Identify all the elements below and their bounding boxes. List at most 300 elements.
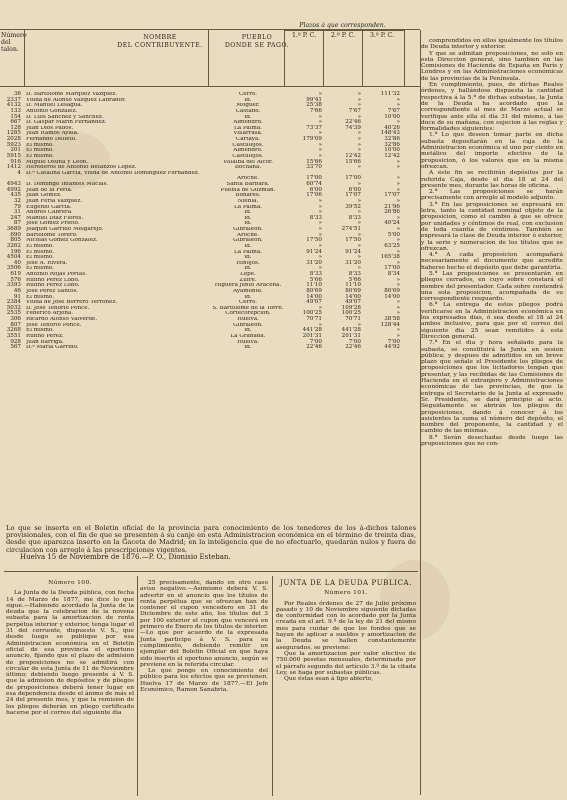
plazo-1-value: 60'74: [306, 181, 322, 187]
contributor-name: El mismo.: [26, 255, 54, 261]
contributor-name: Antonio Rojas Portas.: [26, 272, 87, 277]
column-divider: [362, 30, 363, 87]
plazo-2-value: 39'52: [345, 203, 361, 210]
row-number: 128: [10, 124, 21, 131]
town-name: id.: [244, 266, 252, 272]
plazo-3-value: »: [396, 259, 400, 266]
contributor-name: El mismo.: [26, 153, 54, 159]
plazo-3-value: 63'25: [384, 242, 400, 249]
contributor-name: Joaquín Garrido Melgarejo.: [26, 227, 104, 232]
town-name: id.: [244, 255, 252, 261]
plazo-3-value: »: [396, 181, 400, 187]
plazo-1-value: »: [318, 197, 322, 204]
row-number: 3689: [6, 226, 21, 232]
row-number: 3506: [6, 265, 21, 272]
plazo-2-value: »: [357, 254, 361, 261]
row-number: 3551: [6, 332, 21, 339]
row-number: 435: [10, 192, 21, 199]
plazo-2-value: 100'25: [341, 310, 361, 317]
plazo-1-value: 8'33: [309, 271, 322, 277]
plazo-2-value: 12'42: [345, 152, 361, 159]
plazo-3-value: »: [396, 332, 400, 339]
plazo-2-value: 80'69: [345, 287, 361, 294]
plazo-3-value: »: [396, 282, 400, 289]
plazo-3-value: »: [396, 102, 400, 109]
town-name: La Granada.: [230, 333, 266, 339]
row-number: 4992: [6, 186, 21, 193]
plazo-2-value: »: [357, 96, 361, 103]
plazo-1-value: 14'00: [306, 293, 322, 300]
contributor-name: Fernando Delieto.: [26, 137, 77, 142]
plazo-3-value: »: [396, 248, 400, 255]
contributor-name: José Perez Santos.: [26, 288, 79, 294]
plazo-1-value: »: [318, 231, 322, 238]
town-name: id.: [244, 215, 252, 221]
plazo-3-value: »: [396, 197, 400, 204]
contributor-name: D. Luis Sanchez y Sanchez.: [26, 114, 104, 120]
row-number: 567: [10, 344, 21, 351]
plazo-1-value: 5'66: [309, 276, 322, 283]
bottom-column-1: [6, 580, 134, 716]
plazo-1-value: »: [318, 304, 322, 311]
notice-signature: Huelva 15 de Noviembre de 1876.—P. O., Dionisio Esteban.: [20, 552, 231, 561]
plazo-1-value: 49'07: [306, 299, 322, 306]
plazo-2-value: »: [357, 242, 361, 249]
town-name: Aroche.: [237, 232, 259, 238]
column-divider: [24, 29, 25, 87]
plazo-1-value: 80'69: [306, 287, 322, 294]
plazo-3-value: »: [396, 158, 400, 165]
section-rule: [4, 571, 418, 572]
plazo-3-value: 165'38: [380, 254, 400, 261]
contributor-name: Antonio Gonzalez.: [26, 108, 78, 114]
table-header: [0, 22, 420, 90]
header-plazos: Plazos á que corresponden.: [299, 22, 386, 29]
plazo-1-value: »: [318, 254, 322, 261]
plazo-1-value: 22'46: [306, 344, 322, 351]
column-body: [276, 601, 416, 683]
column-divider: [208, 29, 209, 87]
plazo-2-value: 11'10: [345, 282, 361, 289]
town-name: id.: [244, 243, 252, 249]
plazo-2-value: 14'00: [345, 293, 361, 300]
town-name: Villalba del Alcor.: [223, 159, 273, 165]
town-name: Santa Bárbara.: [226, 182, 270, 187]
plazo-1-value: 201'31: [302, 332, 322, 339]
plazo-2-value: 31'20: [345, 259, 361, 266]
plazo-3-value: »: [396, 214, 400, 221]
row-number: 40: [13, 259, 21, 266]
town-name: Almendro.: [233, 148, 263, 154]
plazo-1-value: 33'70: [306, 164, 322, 171]
paragraph: Que la amortizacion por valor efectivo de 750.000 pesetas mensuales, determinada por el párrafo segundo del artículo 3.º de la citada Ley, se haga por subastas públicas.: [276, 650, 416, 676]
town-name: Villarrasa.: [233, 131, 263, 137]
town-name: id.: [244, 210, 252, 216]
plazo-1-value: 99'41: [306, 96, 322, 103]
plazo-3-value: »: [396, 164, 400, 171]
contributor-name: Andrés Cabrera.: [26, 210, 73, 216]
column-divider: [323, 30, 324, 87]
plazo-3-value: 10'00: [384, 113, 400, 120]
plazo-2-value: »: [357, 181, 361, 187]
town-name: Gibraleon.: [233, 227, 263, 232]
plazo-2-value: »: [357, 197, 361, 204]
plazo-rule: [284, 30, 404, 31]
plazo-2-value: »: [357, 265, 361, 272]
row-number: 3268: [6, 327, 21, 334]
contributor-name: D. José Tenorio Ponce.: [26, 305, 90, 311]
row-number: 2337: [6, 96, 21, 103]
row-number: 2535: [6, 310, 21, 317]
plazo-1-value: »: [318, 220, 322, 227]
table-body: [0, 92, 420, 351]
plazo-3-value: 21'96: [384, 203, 400, 210]
right-column-text: [421, 38, 563, 447]
row-number: 5032: [6, 304, 21, 311]
plazo-2-value: 5'66: [348, 276, 361, 283]
town-name: Bochana.: [234, 165, 262, 171]
column-divider: [137, 576, 138, 796]
plazo-2-value: 91'24: [345, 248, 361, 255]
plazo-3-value: 5'00: [387, 231, 400, 238]
column-subheading: Número 101.: [324, 590, 368, 597]
town-name: La Palma.: [234, 125, 262, 131]
contributor-name: Viuda de José Borrero Terroñez.: [26, 300, 118, 306]
row-number: 5923: [6, 141, 21, 148]
plazo-3-value: »: [396, 226, 400, 232]
plazo-3-value: 32'86: [384, 141, 400, 148]
paragraph: 6.ª La entrega de estos pliegos podrá verificarse en la Administracion económica en los expresados dias, ó sea desde el 18 al 24 ambos inclusive, para que por el correo del siguiente dia 25 sean remitidos á esta Direccion general.: [421, 302, 563, 340]
contributor-name: El mismo.: [26, 328, 54, 334]
plazo-3-value: 14'00: [384, 293, 400, 300]
paragraph: Que éstas sean á tipo abierto,: [284, 676, 374, 683]
town-name: S. Bartolomé de la Torre.: [212, 305, 284, 311]
row-number: 667: [10, 119, 21, 126]
plazo-1-value: 441'28: [302, 327, 322, 334]
plazo-3-value: »: [396, 186, 400, 193]
plazo-3-value: 40'26: [384, 124, 400, 131]
contributor-name: El mismo.: [26, 266, 54, 272]
plazo-3-value: 44'92: [384, 344, 400, 351]
plazo-1-value: »: [318, 130, 322, 137]
town-name: Gibraleon.: [233, 322, 263, 328]
paragraph: 8.ª Serán desechadas desde luego las proposiciones que no con-: [421, 434, 563, 447]
contributor-name: Eugenio García.: [26, 204, 72, 210]
contributor-name: Juan Ramos Ayala.: [26, 131, 79, 137]
town-name: Cerro.: [239, 300, 257, 306]
column-heading: JUNTA DE LA DEUDA PUBLICA.: [279, 579, 413, 587]
plazo-2-value: 6'00: [348, 186, 361, 193]
plazo-1-value: 100'25: [302, 310, 322, 317]
plazo-2-value: 441'28: [341, 327, 361, 334]
plazo-3-value: »: [396, 310, 400, 317]
town-name: Huelva.: [237, 339, 259, 345]
row-number: 5915: [6, 152, 21, 159]
plazo-2-value: 109'28: [341, 304, 361, 311]
town-name: Niebla.: [237, 198, 259, 204]
town-name: Aroche.: [237, 176, 259, 182]
plazo-3-value: 7'67: [387, 107, 400, 114]
row-number: 91: [13, 293, 21, 300]
plazo-3-value: 111'32: [380, 91, 400, 97]
town-name: Zufre.: [239, 277, 257, 283]
plazo-3-value: »: [396, 237, 400, 244]
header-name: NOMBRE DEL CONTRIBUYENTE.: [117, 34, 203, 49]
town-name: Lepe.: [240, 272, 256, 277]
plazo-1-value: 70'71: [306, 316, 322, 322]
paragraph: 3.ª En las proposiciones se expresará en letra, tanto la cantidad nominal objeto de la proposicion, como el cambio á que se ofrece por unidades y céntimos de real, con exclusion de toda cuantía de céntimos. También se expresará la clase de Deuda interior ó exterior, y la serie y numeracion de los títulos que se ofrezcan.: [421, 201, 563, 252]
plazo-2-value: »: [357, 209, 361, 216]
contributor-name: Rufino Perez Lobo.: [26, 283, 80, 289]
plazo-1-value: »: [318, 209, 322, 216]
contributor-name: El mismo.: [26, 249, 54, 255]
plazo-2-value: 70'71: [345, 316, 361, 322]
plazo-3-value: »: [396, 119, 400, 126]
town-name: Cartaya.: [235, 137, 261, 142]
contributor-name: El mismo.: [26, 148, 54, 154]
contributor-name: Manuel Díaz Flores.: [26, 215, 84, 221]
paragraph: A este fin se recibirán depósitos por la referida Caja, desde el dia 18 al 24 del presente mes, durante las horas de oficina.: [421, 170, 563, 189]
plazo-2-value: »: [357, 220, 361, 227]
row-number: 87: [13, 220, 21, 227]
row-number: 4132: [6, 102, 21, 109]
paragraph: comprendidos en ellos igualmente los títulos de Deuda interior y exterior.: [421, 38, 563, 51]
row-number: 805: [10, 237, 21, 244]
paragraph: Lo que pongo en conocimiento del público para los efectos que se previenen. Huelva 17 de Marzo de 1877.—El Jefe Económico, Ramon Sanabria.: [140, 668, 268, 694]
contributor-name: Juan Barriga.: [26, 339, 64, 345]
plazo-2-value: 17'50: [345, 237, 361, 244]
plazo-3-value: 32'86: [384, 136, 400, 142]
row-number: 79: [13, 203, 21, 210]
town-name: Almendro.: [233, 120, 263, 126]
plazo-1-value: »: [318, 147, 322, 154]
plazo-2-value: 8'33: [348, 214, 361, 221]
plazo-2-value: »: [357, 136, 361, 142]
plazo-2-value: 15'66: [345, 158, 361, 165]
town-name: Gibraleon.: [233, 238, 263, 244]
row-number: 196: [10, 248, 21, 255]
plazo-3-value: 38'58: [384, 316, 400, 322]
contributor-name: Juan Feria Vazquez.: [26, 198, 83, 204]
plazo-1-value: 179'09: [302, 136, 322, 142]
contributor-name: Ricardo Alonso Valverde.: [26, 317, 98, 322]
plazo-2-value: 74'39: [345, 124, 361, 131]
plazo-1-value: 6'00: [309, 186, 322, 193]
row-number: 4: [17, 169, 21, 176]
plazo-2-value: 17'00: [345, 175, 361, 182]
town-name: Puebla de Guzman.: [220, 187, 276, 193]
contributor-name: José Gomez Prieto.: [26, 221, 80, 227]
plazo-1-value: 31'20: [306, 259, 322, 266]
contributor-name: Bartolomé Torero.: [26, 232, 78, 238]
plazo-1-value: 25'38: [306, 102, 322, 109]
town-name: id.: [244, 345, 252, 351]
plazo-2-value: 49'07: [345, 299, 361, 306]
contributor-name: D. Gaspar Marin Fernandez.: [26, 120, 107, 126]
town-name: Moguer.: [236, 103, 260, 109]
plazo-3-value: 12'42: [384, 152, 400, 159]
town-name: Bonares.: [235, 193, 261, 199]
header-plazo-1: 1.º P. C.: [291, 32, 317, 39]
town-name: id.: [244, 221, 252, 227]
town-name: La Palma.: [234, 204, 262, 210]
header-plazo-3: 3.º P. C.: [369, 32, 395, 39]
town-name: Hinojos.: [236, 260, 260, 266]
row-number: 201: [10, 147, 21, 154]
column-heading: Número 100.: [48, 580, 92, 586]
plazo-3-value: »: [396, 299, 400, 306]
plazo-2-value: 7'00: [348, 338, 361, 345]
contributor-name: El mismo.: [26, 243, 54, 249]
contributor-name: Miguel Osuna y Leon.: [26, 159, 89, 165]
row-number: 133: [10, 107, 21, 114]
plazo-1-value: 17'50: [306, 237, 322, 244]
town-name: Higuera junto Aracena.: [214, 283, 282, 289]
row-number: 807: [10, 321, 21, 328]
row-number: 306: [10, 316, 21, 322]
town-name: id.: [244, 114, 252, 120]
header-town: PUEBLO DONDE SE PAGO.: [224, 34, 290, 49]
contributors-table: [0, 22, 420, 351]
town-name: Cortecorepcion.: [225, 311, 271, 317]
column-body: [140, 580, 268, 693]
contributor-name: D.ª María Garrido.: [26, 345, 79, 351]
row-number: 247: [10, 214, 21, 221]
plazo-1-value: »: [318, 91, 322, 97]
plazo-1-value: 11'10: [306, 282, 322, 289]
contributor-name: Rufino Perez.: [26, 333, 64, 339]
plazo-2-value: 22'46: [345, 119, 361, 126]
row-number: 4504: [6, 254, 21, 261]
paragraph: La Junta de la Deuda pública, con fecha 14 de Marzo de 1877, me dice lo que sigue.—Habiendo acordado la Junta de la deuda que la celebracion de la novena subasta para la amortizacion de renta perpétua interior y exterior, tenga lugar el 31 del corriente, dispuesto V. S., que desde luego se publique por esa Administracion económica en el Boletin oficial de esa provincia el oportuno anuncio, fijando que el plazo de admision de proposiciones no se admitirá con circular de esta Junta de 11 de Noviembre último; debiendo luego presente á V. S. que la admision de depósitos y de pliegos de proposiciones deberá tener lugar en esa dependencia desde el ánimo de más el 24 del presente mes, y que la remision de los pliegos deberán en pliego certificado hacerse por el correo del siguiente dia: [6, 590, 134, 716]
plazo-2-value: »: [357, 130, 361, 137]
plazo-1-value: »: [318, 113, 322, 120]
row-number: 690: [10, 231, 21, 238]
plazo-2-value: 22'46: [345, 344, 361, 351]
notice-block: [6, 525, 416, 561]
plazo-2-value: 274'51: [341, 226, 361, 232]
row-number: 36: [13, 91, 21, 97]
plazo-3-value: »: [396, 276, 400, 283]
row-number: 3262: [6, 242, 21, 249]
plazo-2-value: 7'67: [348, 107, 361, 114]
plazo-2-value: »: [357, 164, 361, 171]
plazo-1-value: 7'66: [309, 107, 322, 114]
row-number: 4943: [6, 181, 21, 187]
plazo-1-value: »: [318, 265, 322, 272]
plazo-2-value: »: [357, 147, 361, 154]
contributor-name: Juan Dios Pabos.: [26, 125, 74, 131]
header-number: Número del talon.: [1, 32, 27, 53]
row-number: 576: [10, 276, 21, 283]
contributor-name: El mismo.: [26, 142, 54, 148]
plazo-2-value: 201'31: [341, 332, 361, 339]
plazo-2-value: »: [357, 231, 361, 238]
row-number: 154: [10, 113, 21, 120]
plazo-1-value: »: [318, 152, 322, 159]
plazo-2-value: »: [357, 91, 361, 97]
town-name: Cerro.: [239, 92, 257, 97]
row-number: 1412: [6, 164, 21, 171]
row-number: 928: [10, 338, 21, 345]
contributor-name: D. Domingo Infantes Macías.: [26, 182, 109, 187]
plazo-1-value: »: [318, 226, 322, 232]
row-number: 2384: [6, 299, 21, 306]
town-name: id.: [244, 328, 252, 334]
contributor-name: D. Manuel Lesagua.: [26, 103, 83, 109]
plazo-1-value: »: [318, 119, 322, 126]
plazo-1-value: »: [318, 141, 322, 148]
plazo-1-value: 17'00: [306, 175, 322, 182]
plazo-2-value: 17'07: [345, 192, 361, 199]
town-name: Castillejos.: [232, 153, 264, 159]
paragraph: 1.ª Lo que deseen tomar parte en dicha subasta depositarán en la caja de la Administracion económica el uno por ciento en metálico del importe efectivo de la proposicion, ó los valores que en la misma ofrezcan.: [421, 132, 563, 170]
contributor-name: José Tenorio Ponce.: [26, 322, 82, 328]
plazo-3-value: »: [396, 327, 400, 334]
town-name: id.: [244, 294, 252, 300]
table-row: [0, 345, 420, 351]
plazo-3-value: »: [396, 304, 400, 311]
town-name: id.: [244, 97, 252, 103]
plazo-1-value: 73'37: [306, 124, 322, 131]
contributor-name: Federico Arjona.: [26, 311, 74, 317]
plazo-3-value: 40'24: [384, 220, 400, 227]
row-number: 46: [13, 287, 21, 294]
plazo-1-value: 8'33: [309, 214, 322, 221]
plazo-3-value: 80'69: [384, 287, 400, 294]
row-number: 2028: [6, 136, 21, 142]
paragraph: 2.ª Las proposiciones se harán precisamente con arreglo al modelo adjunto.: [421, 189, 563, 202]
paragraph: Y que se admitan proposiciones, no solo en esta Direccion general, sino tambien en las Comisiones de Hacienda de España en París y Londres y en las Administraciones económicas de las provincias de la Península.: [421, 50, 563, 82]
contributor-name: D.ª Catalina García, viuda de Antonio Domínguez Fernandez.: [26, 170, 200, 176]
column-divider: [284, 29, 285, 87]
contributor-name: Juan de la Feria.: [26, 187, 73, 193]
bottom-column-2: [140, 580, 268, 693]
plazo-3-value: 7'00: [387, 338, 400, 345]
plazo-2-value: »: [357, 113, 361, 120]
contributor-name: El mismo.: [26, 294, 54, 300]
town-name: Huelva.: [237, 317, 259, 322]
paragraph: 25 precisamente, dando en otro caso aviso negativo.—Asimismo deberá V. S. advertir en el anuncio que los títulos de renta perpétua que se ofrezcan han de contener el cupon vencedero en 31 de Diciembre de este año, los títulos del 3 por 100 exterior el cupon que vencerá en primero de Enero de los títulos de interior.—Lo que por acuerdo de la expresada Junta participo á V. S. para su cumplimiento, debiendo remitir un ejemplar del Boletin Oficial en que haya sido inserto el oportuno anuncio, según se previene en la referida circular.: [140, 580, 268, 668]
plazo-1-value: »: [318, 242, 322, 249]
plazo-3-value: »: [396, 96, 400, 103]
plazo-3-value: »: [396, 175, 400, 182]
town-name: La Palma.: [234, 249, 262, 255]
plazo-2-value: »: [357, 102, 361, 109]
paragraph: Por Reales órdenes de 27 de Julio próximo pasado y 10 de Noviembre siguiente dictadas de conformidad con lo acordado por la Junta creada en el art. 9.º de la ley de 21 del mismo mes para cuidar de que los fondos que se hayan de aplicar a sueldos y amortizacion de la Deuda se hallen constantemente asegurados, se previene:: [276, 600, 416, 651]
plazo-3-value: 128'44: [380, 321, 400, 328]
plazo-1-value: »: [318, 203, 322, 210]
paragraph: En cumplimiento, pues, de dichas Reales órdenes, y hallándose dispuesta la cantidad respectiva á la 5.ª de dichas subastas, la Junta de la Deuda ha acordado que la correspondiente al mes de Marzo actual se verifique ante ella el día 31 del mismo, á las doce de su mañana, con sujecion á las reglas y formalidades siguientes:: [421, 82, 563, 133]
bottom-column-3: [276, 580, 416, 682]
contributor-name: Herederos de Antonio Betanzos López.: [26, 165, 137, 171]
town-name: Castaño.: [235, 108, 261, 114]
plazo-3-value: 26'86: [384, 209, 400, 216]
plazo-1-value: 91'24: [306, 248, 322, 255]
row-number: 3393: [6, 282, 21, 289]
row-number: 619: [10, 271, 21, 277]
paragraph: 5.ª Las proposiciones se presentarán en pliegos cerrados, en cuyo sobre constará el nombre del presentador. Cada sobre contendrá una sola proposicion, acompañada de su correspondiente resguardo.: [421, 270, 563, 303]
contributor-name: D. Bartolomé Márquez Vazquez.: [26, 92, 118, 97]
plazo-1-value: »: [318, 321, 322, 328]
plazo-3-value: 148'43: [380, 130, 400, 137]
plazo-2-value: »: [357, 141, 361, 148]
plazo-3-value: 17'07: [384, 192, 400, 199]
contributor-name: Rufino Perez Lobo.: [26, 277, 80, 283]
plazo-3-value: 8'34: [387, 271, 400, 277]
plazo-2-value: »: [357, 321, 361, 328]
column-body: [6, 590, 134, 716]
